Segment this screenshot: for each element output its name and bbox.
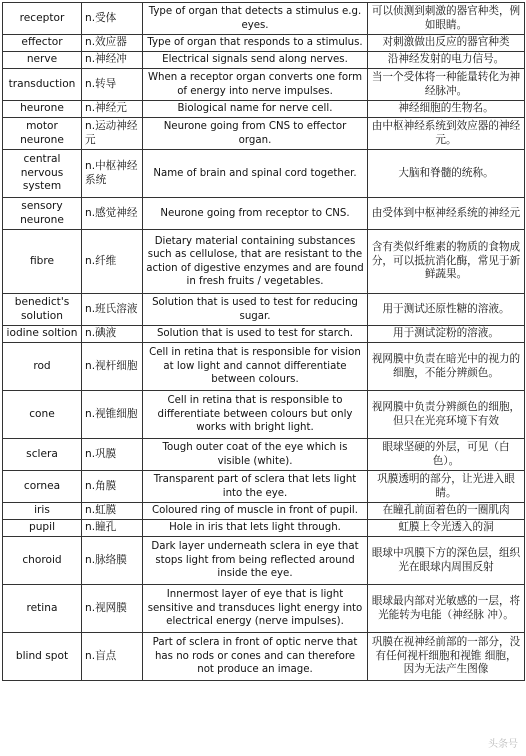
- table-row: [3, 503, 525, 520]
- term-cell: iris: [3, 503, 82, 520]
- part-of-speech-cell: n.巩膜: [82, 439, 143, 471]
- part-of-speech-cell: n.运动神经元: [82, 118, 143, 150]
- table-row: [3, 633, 525, 681]
- definition-cell: Hole in iris that lets light through.: [143, 520, 368, 537]
- part-of-speech-cell: n.神经元: [82, 101, 143, 118]
- chinese-cell: 巩膜透明的部分，让光进入眼睛。: [368, 471, 525, 503]
- term-cell: retina: [3, 585, 82, 633]
- chinese-cell: 眼球坚硬的外层，可见（白色）。: [368, 439, 525, 471]
- table-row: [3, 230, 525, 294]
- table-row: [3, 439, 525, 471]
- definition-cell: Part of sclera in front of optic nerve that has no rods or cones and can therefore not produce an image.: [143, 633, 368, 681]
- part-of-speech-cell: n.班氏溶液: [82, 294, 143, 326]
- term-cell: heurone: [3, 101, 82, 118]
- chinese-cell: 在瞳孔前面着色的一圈肌肉: [368, 503, 525, 520]
- part-of-speech-cell: n.感觉神经: [82, 198, 143, 230]
- definition-cell: Type of organ that detects a stimulus e.g. eyes.: [143, 3, 368, 35]
- table-row: [3, 69, 525, 101]
- definition-cell: Coloured ring of muscle in front of pupil.: [143, 503, 368, 520]
- term-cell: nerve: [3, 52, 82, 69]
- table-row: [3, 150, 525, 198]
- term-cell: choroid: [3, 537, 82, 585]
- definition-cell: Neurone going from receptor to CNS.: [143, 198, 368, 230]
- chinese-cell: 沿神经发射的电力信号。: [368, 52, 525, 69]
- chinese-cell: 虹膜上令光透入的洞: [368, 520, 525, 537]
- table-row: [3, 391, 525, 439]
- table-row: [3, 326, 525, 343]
- definition-cell: When a receptor organ converts one form of energy into nerve impulses.: [143, 69, 368, 101]
- table-row: [3, 585, 525, 633]
- part-of-speech-cell: n.神经冲: [82, 52, 143, 69]
- chinese-cell: 大脑和脊髓的统称。: [368, 150, 525, 198]
- watermark: 头条号: [488, 739, 518, 750]
- term-cell: motor neurone: [3, 118, 82, 150]
- definition-cell: Neurone going from CNS to effector organ.: [143, 118, 368, 150]
- definition-cell: Biological name for nerve cell.: [143, 101, 368, 118]
- term-cell: cornea: [3, 471, 82, 503]
- part-of-speech-cell: n.视杆细胞: [82, 343, 143, 391]
- chinese-cell: 眼球最内部对光敏感的一层，将光能转为电能（神经脉 冲）。: [368, 585, 525, 633]
- term-cell: central nervous system: [3, 150, 82, 198]
- table-row: [3, 471, 525, 503]
- definition-cell: Transparent part of sclera that lets light into the eye.: [143, 471, 368, 503]
- part-of-speech-cell: n.中枢神经系统: [82, 150, 143, 198]
- definition-cell: Name of brain and spinal cord together.: [143, 150, 368, 198]
- vocabulary-table: [2, 2, 525, 681]
- chinese-cell: 可以侦测到刺激的器官种类，例如眼睛。: [368, 3, 525, 35]
- definition-cell: Innermost layer of eye that is light sensitive and transduces light energy into electrical energy (nerve impulses).: [143, 585, 368, 633]
- chinese-cell: 当一个受体将一种能量转化为神经脉冲。: [368, 69, 525, 101]
- term-cell: rod: [3, 343, 82, 391]
- term-cell: cone: [3, 391, 82, 439]
- term-cell: benedict's solution: [3, 294, 82, 326]
- term-cell: sensory neurone: [3, 198, 82, 230]
- table-row: [3, 294, 525, 326]
- part-of-speech-cell: n.转导: [82, 69, 143, 101]
- chinese-cell: 用于测试淀粉的溶液。: [368, 326, 525, 343]
- definition-cell: Dietary material containing substances such as cellulose, that are resistant to the action of digestive enzymes and are found in fresh fruits / vegetables.: [143, 230, 368, 294]
- table-row: [3, 35, 525, 52]
- term-cell: pupil: [3, 520, 82, 537]
- table-row: [3, 101, 525, 118]
- term-cell: blind spot: [3, 633, 82, 681]
- chinese-cell: 对刺激做出反应的器官种类: [368, 35, 525, 52]
- chinese-cell: 由中枢神经系统到效应器的神经元。: [368, 118, 525, 150]
- chinese-cell: 由受体到中枢神经系统的神经元: [368, 198, 525, 230]
- part-of-speech-cell: n.盲点: [82, 633, 143, 681]
- term-cell: sclera: [3, 439, 82, 471]
- table-row: [3, 520, 525, 537]
- definition-cell: Solution that is used to test for starch.: [143, 326, 368, 343]
- table-row: [3, 118, 525, 150]
- definition-cell: Solution that is used to test for reducing sugar.: [143, 294, 368, 326]
- term-cell: transduction: [3, 69, 82, 101]
- table-row: [3, 343, 525, 391]
- term-cell: receptor: [3, 3, 82, 35]
- chinese-cell: 眼球中巩膜下方的深色层，组织光在眼球内周围反射: [368, 537, 525, 585]
- definition-cell: Tough outer coat of the eye which is visible (white).: [143, 439, 368, 471]
- part-of-speech-cell: n.碘液: [82, 326, 143, 343]
- part-of-speech-cell: n.视网膜: [82, 585, 143, 633]
- chinese-cell: 巩膜在视神经前部的一部分，没有任何视杆细胞和视锥 细胞，因为无法产生图像: [368, 633, 525, 681]
- table-row: [3, 3, 525, 35]
- part-of-speech-cell: n.视锥细胞: [82, 391, 143, 439]
- part-of-speech-cell: n.纤维: [82, 230, 143, 294]
- table-row: [3, 198, 525, 230]
- definition-cell: Cell in retina that is responsible for vision at low light and cannot differentiate between colours.: [143, 343, 368, 391]
- definition-cell: Dark layer underneath sclera in eye that stops light from being reflected around inside the eye.: [143, 537, 368, 585]
- vocabulary-table-body: [3, 3, 525, 681]
- part-of-speech-cell: n.效应器: [82, 35, 143, 52]
- definition-cell: Cell in retina that is responsible to differentiate between colours but only works with bright light.: [143, 391, 368, 439]
- chinese-cell: 用于测试还原性糖的溶液。: [368, 294, 525, 326]
- definition-cell: Electrical signals send along nerves.: [143, 52, 368, 69]
- chinese-cell: 视网膜中负责在暗光中的视力的细胞，不能分辨颜色。: [368, 343, 525, 391]
- part-of-speech-cell: n.受体: [82, 3, 143, 35]
- chinese-cell: 含有类似纤维素的物质的食物成分，可以抵抗消化酶，常见于新鲜蔬果。: [368, 230, 525, 294]
- table-row: [3, 537, 525, 585]
- part-of-speech-cell: n.瞳孔: [82, 520, 143, 537]
- part-of-speech-cell: n.虹膜: [82, 503, 143, 520]
- table-row: [3, 52, 525, 69]
- definition-cell: Type of organ that responds to a stimulus.: [143, 35, 368, 52]
- term-cell: iodine soltion: [3, 326, 82, 343]
- chinese-cell: 神经细胞的生物名。: [368, 101, 525, 118]
- term-cell: fibre: [3, 230, 82, 294]
- part-of-speech-cell: n.脉络膜: [82, 537, 143, 585]
- term-cell: effector: [3, 35, 82, 52]
- part-of-speech-cell: n.角膜: [82, 471, 143, 503]
- chinese-cell: 视网膜中负责分辨颜色的细胞，但只在光亮环境下有效: [368, 391, 525, 439]
